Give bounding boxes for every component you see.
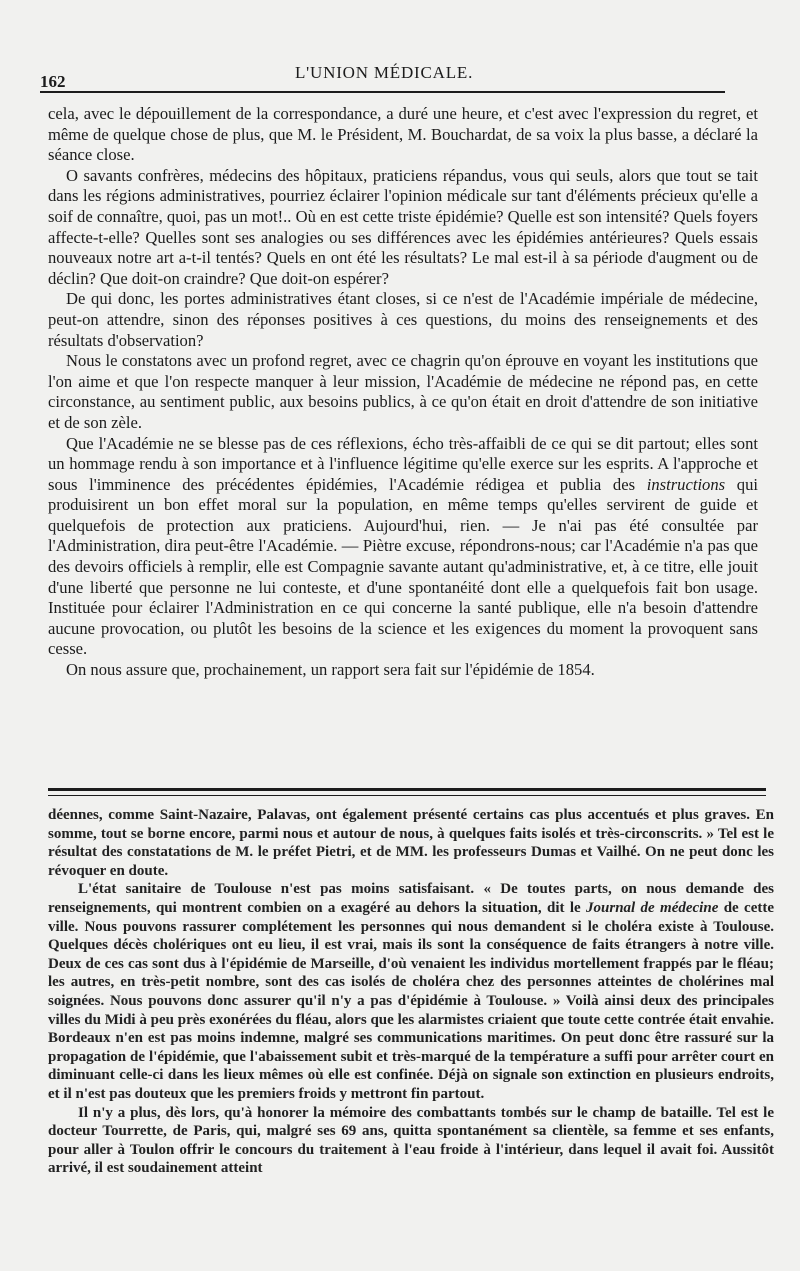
paragraph: déennes, comme Saint-Nazaire, Palavas, ont également présenté certains cas plus accentués et plus graves. En somme, tout se borne encore, parmi nous et autour de nous, à quelques faits isolés et très-circonscrits. » Tel est le résultat des constatations de M. le préfet Pietri, et de MM. les professeurs Dumas et Vailhé. On ne peut donc les révoquer en doute.	[48, 807, 774, 879]
text-run: de cette ville. Nous pouvons rassurer complétement les personnes qui nous demandent si le choléra existe à Toulouse. Quelques décès cholériques ont eu lieu, il est vrai, mais ils sont la conséquence de faits étrangers à notre ville. Deux de ces cas sont dus à l'épidémie de Marseille, d'où venaient les individus mortellement frappés par le fléau; les autres, en très-petit nombre, sont des cas isolés de choléra chez des personnes atteintes de cholérines mal soignées. Nous pouvons donc assurer qu'il n'y a pas d'épidémie à Toulouse. » Voilà ainsi deux des principales villes du Midi à peu près exonérées du fléau, alors que les alarmistes criaient que toute cette contrée était envahie. Bordeaux n'en est pas moins indemne, malgré ses communications maritimes. On peut donc être rassuré sur la propagation de l'épidémie, que l'abaissement subit et très-marqué de la température a suffi pour arrêter court en diminuant celle-ci dans les lieux mêmes où elle est confinée. Déjà on signale son extinction en plusieurs endroits, et il n'est pas douteux que les premiers froids y mettront fin partout.	[48, 899, 775, 1102]
paragraph: On nous assure que, prochainement, un rapport sera fait sur l'épidémie de 1854.	[66, 660, 595, 680]
italic-journal-title: Journal de médecine	[586, 899, 719, 916]
paragraph	[48, 880, 774, 1103]
feuilleton-text	[48, 806, 774, 1178]
page-number: 162	[40, 72, 66, 91]
paragraph	[48, 434, 758, 661]
section-divider-thick	[48, 788, 766, 791]
paragraph: cela, avec le dépouillement de la correspondance, a duré une heure, et c'est avec l'expression du regret, et même de quelque chose de plus, que M. le Président, M. Bouchardat, de sa voix la plus basse, a déclaré la séance close.	[48, 104, 758, 165]
paragraph: O savants confrères, médecins des hôpitaux, praticiens répandus, vous qui seuls, alors que tout se tait dans les régions administratives, pourriez éclairer l'opinion médicale sur tant d'éléments précieux qu'elle a soif de connaître, quoi, pas un mot!.. Où en est cette triste épidémie? Quelle est son intensité? Quels foyers affecte-t-elle? Quelles sont ses analogies ou ses différences avec les épidémies antérieures? Quels essais nouveaux notre art a-t-il tentés? Quels en ont été les résultats? Le mal est-il à sa période d'augment ou de déclin? Que doit-on craindre? Que doit-on espérer?	[48, 165, 758, 288]
text-run: qui produisirent un bon effet moral sur la population, en même temps qu'elles servirent de guide et quelquefois de protection aux praticiens. Aujourd'hui, rien. — Je n'ai pas été consultée par l'Administration, dira peut-être l'Académie. — Piètre excuse, répondrons-nous; car l'Académie n'a pas que des devoirs officiels à remplir, elle est Compagnie savante autant qu'administrative, et, à ce titre, elle jouit d'une liberté que personne ne lui conteste, et d'une spontanéité dont elle a quelquefois fait bon usage. Instituée pour éclairer l'Administration en ce qui concerne la santé publique, elle n'a besoin d'attendre aucune provocation, ou plutôt les besoins de la science et les exigences du moment la provoquent sans cesse.	[48, 474, 758, 659]
paragraph: Nous le constatons avec un profond regret, avec ce chagrin qu'on éprouve en voyant les institutions que l'on aime et que l'on respecte manquer à leur mission, l'Académie de médecine ne répond pas, en cette circonstance, au sentiment public, aux besoins publics, à ce qu'on était en droit d'attendre de son initiative et de son zèle.	[48, 351, 758, 432]
italic-term: instructions	[646, 474, 726, 494]
running-title: L'UNION MÉDICALE.	[295, 63, 474, 82]
page-header	[40, 58, 725, 91]
text-run: L'état sanitaire de Toulouse n'est pas moins satisfaisant. « De toutes parts, on nous demande des renseignements, qui montrent combien on a exagéré au dehors la situation, dit le	[48, 881, 774, 916]
section-divider-thin	[48, 795, 766, 796]
main-article-text	[48, 104, 758, 681]
paragraph: De qui donc, les portes administratives étant closes, si ce n'est de l'Académie impériale de médecine, peut-on attendre, sinon des réponses positives à ces questions, du moins des renseignements et des résultats d'observation?	[48, 289, 758, 350]
header-rule	[40, 91, 725, 93]
text-run: Que l'Académie ne se blesse pas de ces réflexions, écho très-affaibli de ce qui se dit partout; elles sont un hommage rendu à son importance et à l'influence légitime qu'elle exerce sur les esprits. A l'approche et sous l'imminence des précédentes épidémies, l'Académie rédigea et publia des	[48, 433, 758, 494]
paragraph: Il n'y a plus, dès lors, qu'à honorer la mémoire des combattants tombés sur le champ de bataille. Tel est le docteur Tourrette, de Paris, qui, malgré ses 69 ans, quitta spontanément sa clientèle, sa femme et ses enfants, pour aller à Toulon offrir le concours du traitement à l'eau froide à l'intérieur, dans lequel il avait foi. Aussitôt arrivé, il est soudainement atteint	[48, 1104, 774, 1177]
